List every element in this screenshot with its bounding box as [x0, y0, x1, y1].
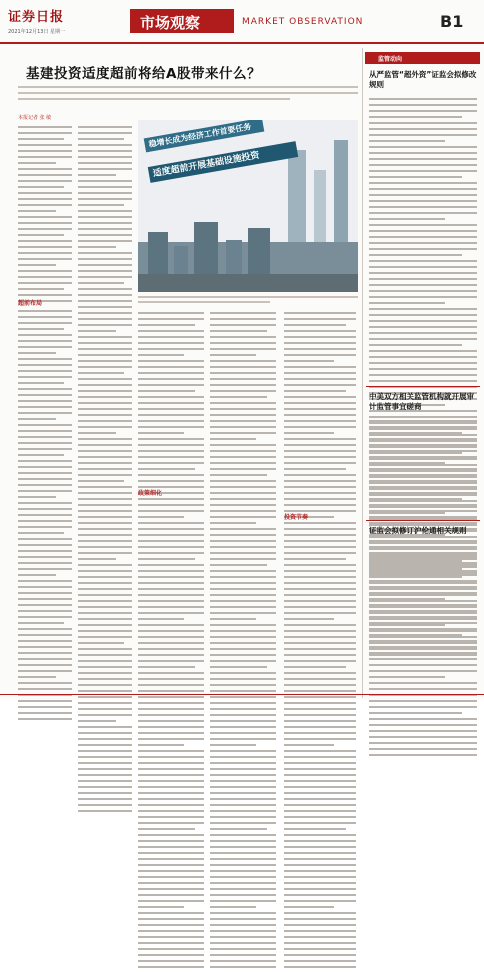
- text-column-4: [210, 312, 276, 972]
- column-divider: [362, 48, 363, 698]
- text-column-1: [18, 126, 72, 306]
- page-number: B1: [440, 12, 464, 31]
- illustration-banner-text-2: 适度超前开展基础设施投资: [152, 150, 261, 180]
- newspaper-logo: 证券日报: [8, 10, 65, 25]
- text-column-2: [78, 126, 132, 816]
- footer-rule: [0, 694, 484, 695]
- sidebar-story-2-title: 中美双方相关监管机构就开展审计监管事宜磋商: [369, 392, 474, 411]
- sidebar-header-label: 监管动向: [378, 56, 403, 63]
- article-lead: [18, 86, 358, 108]
- dateline: 2021年12月13日 星期一: [8, 29, 66, 35]
- text-column-5: [284, 312, 356, 972]
- section-title-en: MARKET OBSERVATION: [242, 17, 364, 27]
- sidebar-divider-2: [366, 520, 480, 521]
- sidebar-story-3-title: 证监会拟修订沪伦通相关规则: [369, 526, 467, 535]
- subhead-3: 投资节奏: [284, 514, 309, 521]
- subhead-1: 超前布局: [18, 300, 43, 307]
- article-byline: 本报记者 张 敏: [18, 115, 52, 121]
- subhead-2: 政策细化: [138, 490, 163, 497]
- illustration-caption: [138, 296, 358, 306]
- text-column-1b: [18, 310, 72, 724]
- section-title: 市场观察: [140, 14, 201, 32]
- sidebar-story-1-title: 从严监管“超外资”证监会拟修改规则: [369, 70, 477, 89]
- text-column-3: [138, 312, 204, 972]
- illustration-road: [138, 274, 358, 292]
- sidebar-story-3-body: [369, 556, 477, 760]
- article-headline: 基建投资适度超前将给A股带来什么？: [26, 66, 261, 82]
- illustration-banner-text-1: 稳增长成为经济工作首要任务: [148, 122, 252, 149]
- article-illustration: [138, 120, 358, 292]
- sidebar-divider-1: [366, 386, 480, 387]
